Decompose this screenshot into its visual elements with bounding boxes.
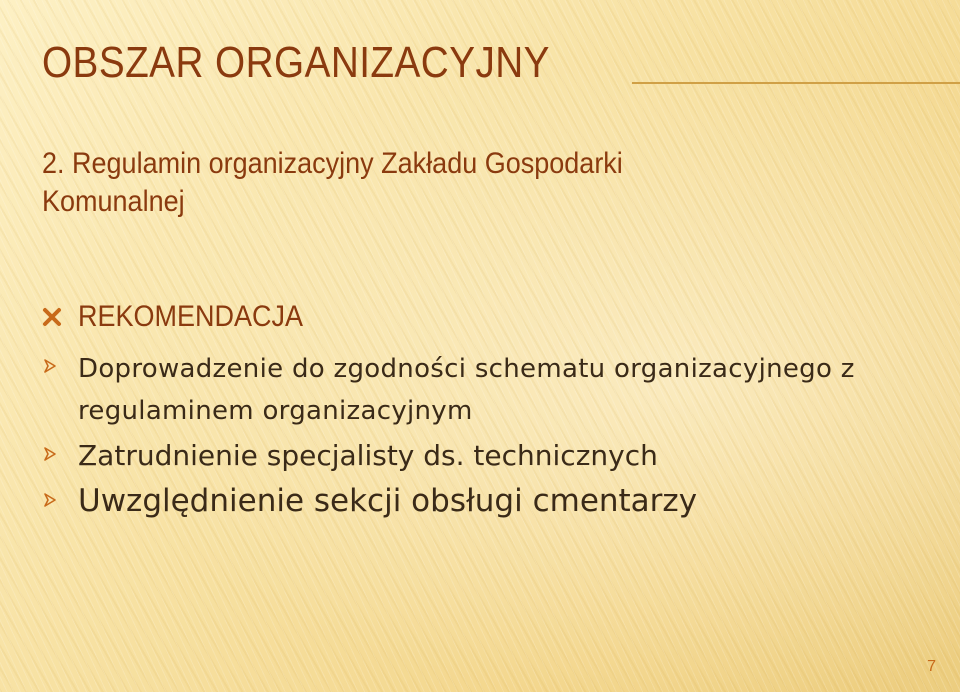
arrow-icon — [42, 492, 66, 513]
list-item-text: Zatrudnienie specjalisty ds. technicznych — [78, 439, 658, 472]
list-item-text: Uwzględnienie sekcji obsługi cmentarzy — [78, 483, 698, 519]
recommendation-heading-row — [42, 300, 328, 334]
list-item — [42, 436, 942, 476]
recommendation-list — [42, 348, 942, 526]
slide-title: OBSZAR ORGANIZACYJNY — [42, 38, 550, 87]
arrow-icon — [42, 446, 66, 467]
slide-subtitle: 2. Regulamin organizacyjny Zakładu Gospodarki Komunalnej — [42, 147, 623, 218]
arrow-icon — [42, 358, 66, 379]
x-icon — [42, 307, 62, 327]
recommendation-heading: REKOMENDACJA — [78, 300, 304, 333]
list-item-text: Doprowadzenie do zgodności schematu organizacyjnego z regulaminem organizacyjnym — [78, 354, 855, 426]
title-divider — [632, 82, 960, 84]
page-number: 7 — [927, 658, 936, 675]
list-item — [42, 348, 942, 432]
list-item — [42, 480, 942, 522]
